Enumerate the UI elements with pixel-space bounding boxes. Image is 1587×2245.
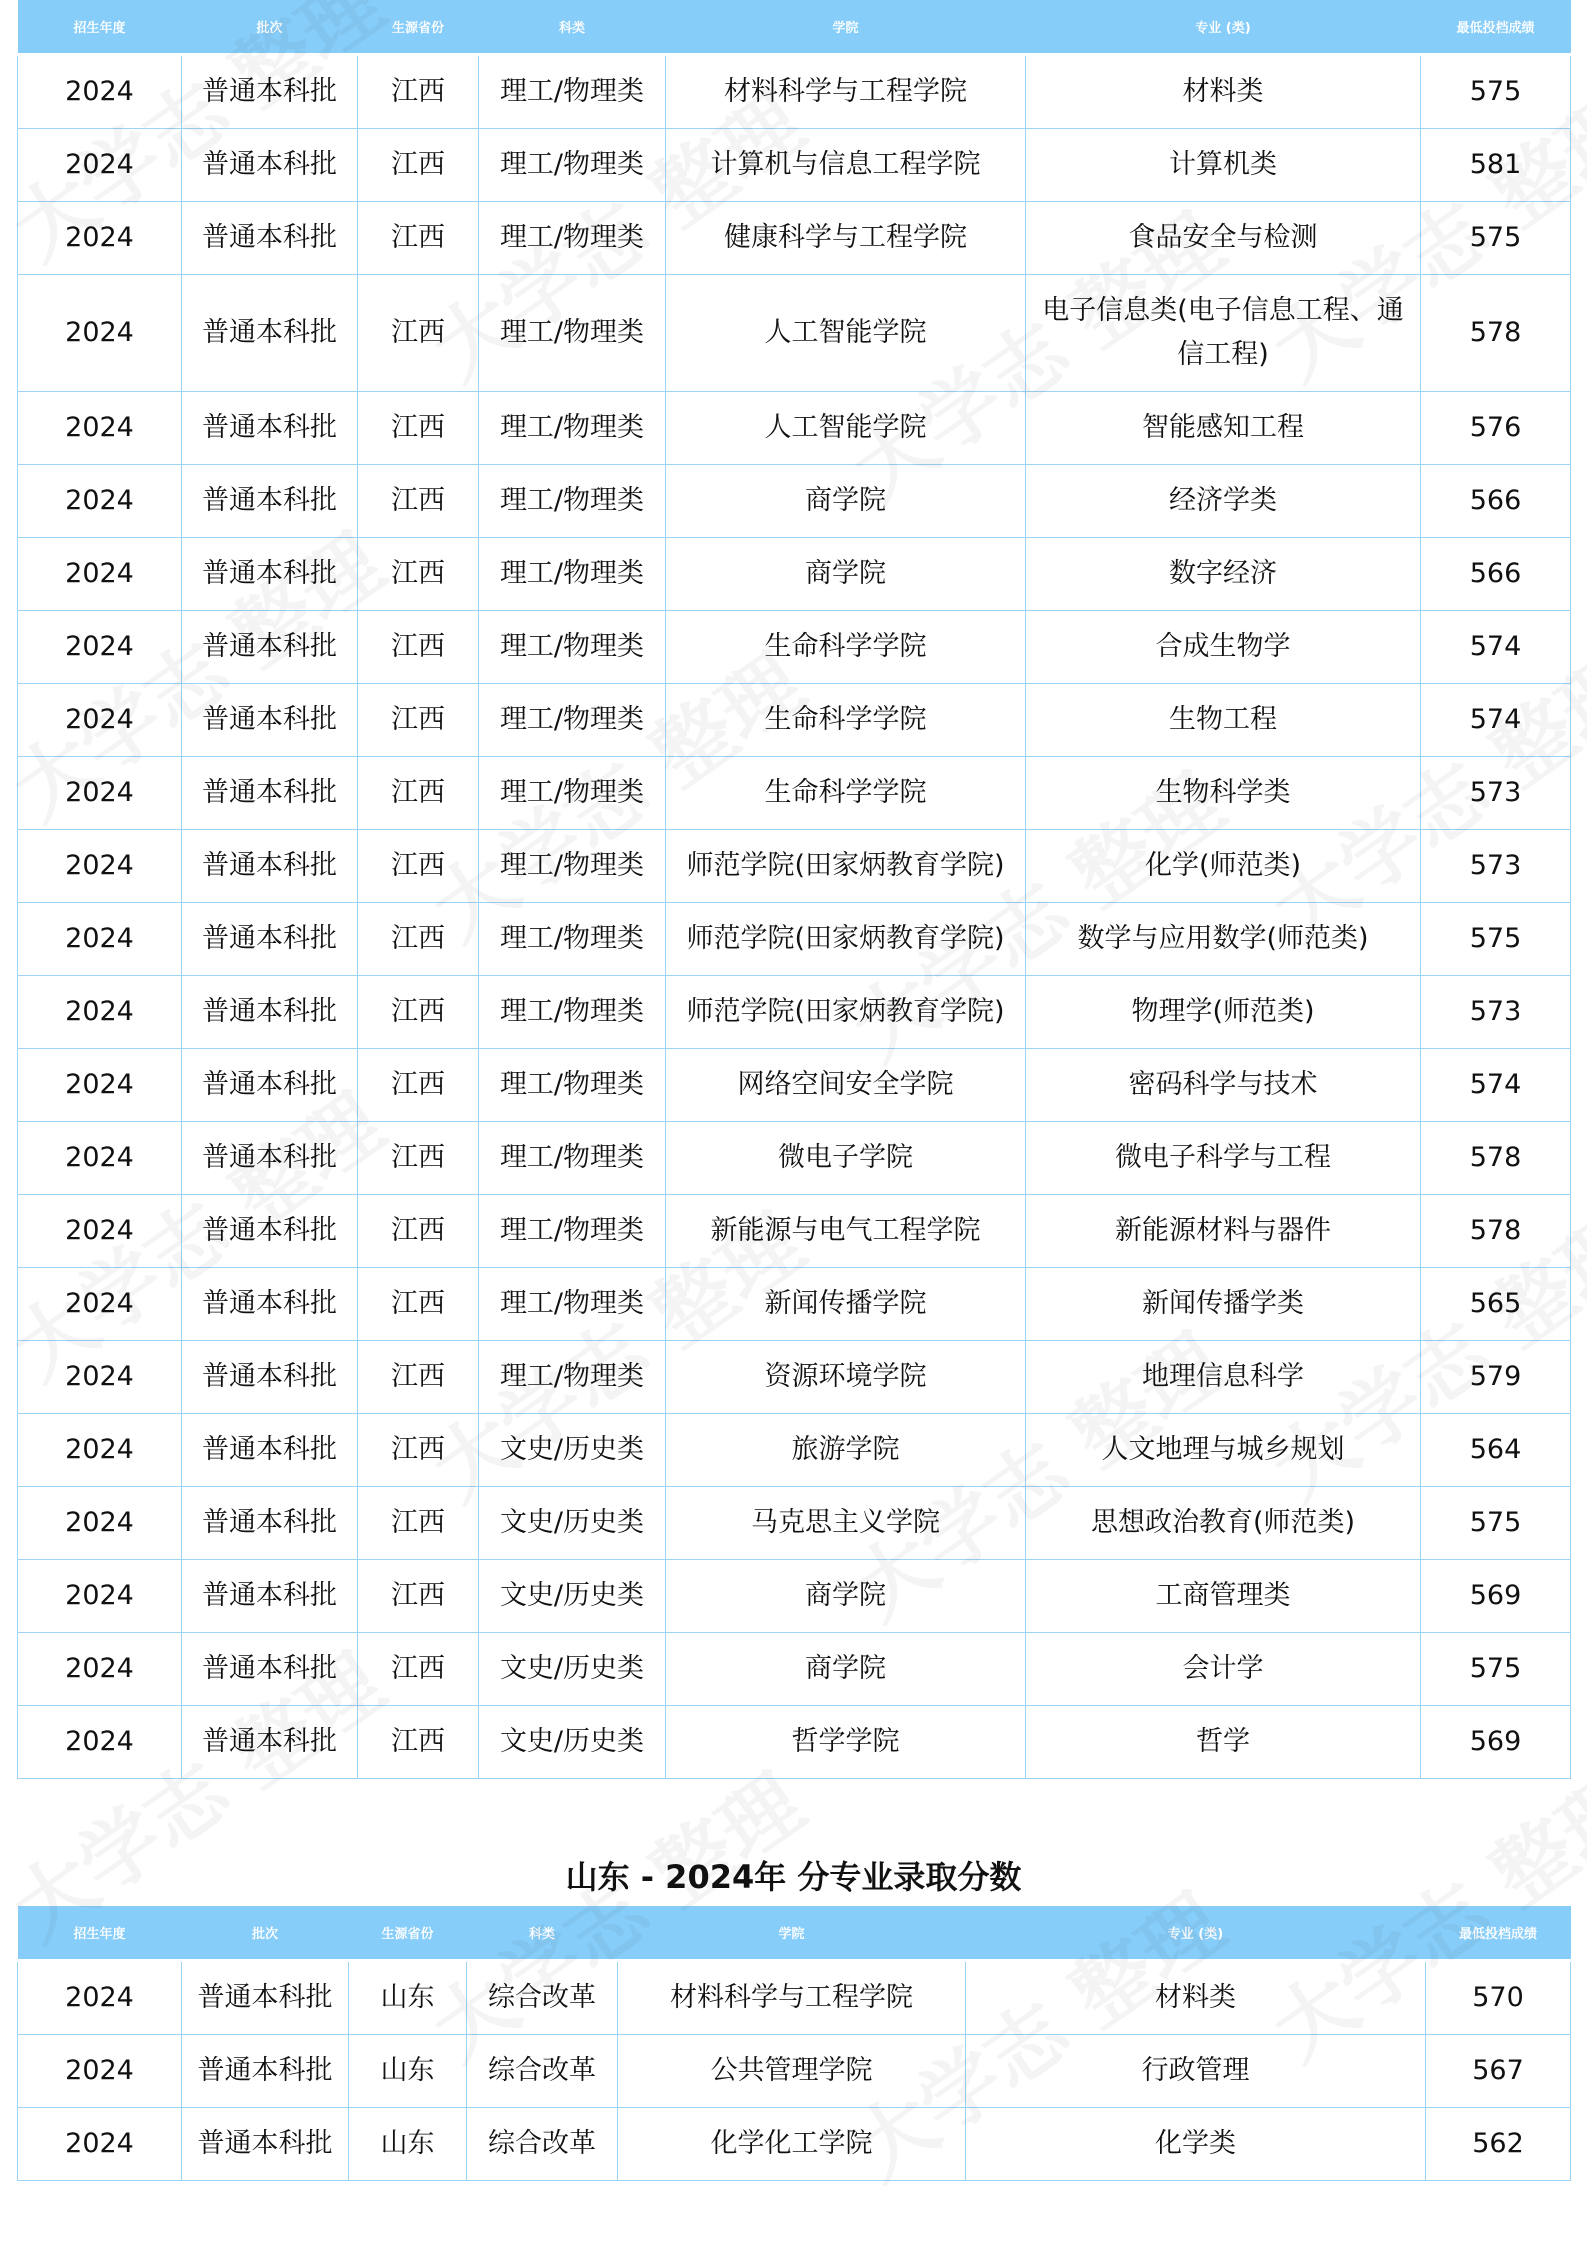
cell-batch: 普通本科批 — [182, 903, 358, 976]
header-college: 学院 — [618, 1906, 966, 1961]
cell-subject-type: 理工/物理类 — [479, 1341, 666, 1414]
cell-subject-type: 理工/物理类 — [479, 202, 666, 275]
cell-college: 旅游学院 — [666, 1414, 1026, 1487]
cell-major: 物理学(师范类) — [1026, 976, 1421, 1049]
cell-year: 2024 — [18, 2108, 182, 2181]
cell-major: 行政管理 — [966, 2035, 1426, 2108]
cell-province: 江西 — [358, 976, 479, 1049]
cell-year: 2024 — [18, 1961, 182, 2035]
cell-major: 合成生物学 — [1026, 611, 1421, 684]
cell-batch: 普通本科批 — [182, 684, 358, 757]
table-row — [18, 1122, 1571, 1195]
cell-subject-type: 综合改革 — [467, 1961, 618, 2035]
table-row — [18, 684, 1571, 757]
cell-year: 2024 — [18, 275, 182, 392]
cell-min-score: 581 — [1421, 129, 1571, 202]
cell-min-score: 573 — [1421, 976, 1571, 1049]
cell-year: 2024 — [18, 1414, 182, 1487]
table-row — [18, 611, 1571, 684]
cell-college: 师范学院(田家炳教育学院) — [666, 830, 1026, 903]
cell-year: 2024 — [18, 55, 182, 129]
cell-college: 微电子学院 — [666, 1122, 1026, 1195]
cell-subject-type: 综合改革 — [467, 2108, 618, 2181]
cell-min-score: 566 — [1421, 538, 1571, 611]
cell-major: 计算机类 — [1026, 129, 1421, 202]
table-row — [18, 1560, 1571, 1633]
table-row — [18, 1341, 1571, 1414]
cell-province: 江西 — [358, 1195, 479, 1268]
cell-subject-type: 理工/物理类 — [479, 392, 666, 465]
cell-batch: 普通本科批 — [182, 976, 358, 1049]
cell-subject-type: 理工/物理类 — [479, 1195, 666, 1268]
cell-batch: 普通本科批 — [182, 1961, 349, 2035]
cell-college: 化学化工学院 — [618, 2108, 966, 2181]
table-row — [18, 465, 1571, 538]
table-row — [18, 129, 1571, 202]
cell-year: 2024 — [18, 903, 182, 976]
cell-min-score: 573 — [1421, 757, 1571, 830]
cell-min-score: 564 — [1421, 1414, 1571, 1487]
cell-year: 2024 — [18, 1560, 182, 1633]
cell-major: 食品安全与检测 — [1026, 202, 1421, 275]
table-row — [18, 392, 1571, 465]
cell-major: 思想政治教育(师范类) — [1026, 1487, 1421, 1560]
cell-subject-type: 理工/物理类 — [479, 830, 666, 903]
cell-province: 江西 — [358, 1122, 479, 1195]
cell-subject-type: 理工/物理类 — [479, 1268, 666, 1341]
cell-college: 马克思主义学院 — [666, 1487, 1026, 1560]
cell-college: 新能源与电气工程学院 — [666, 1195, 1026, 1268]
cell-college: 人工智能学院 — [666, 392, 1026, 465]
cell-province: 江西 — [358, 392, 479, 465]
cell-batch: 普通本科批 — [182, 1560, 358, 1633]
cell-college: 生命科学学院 — [666, 684, 1026, 757]
cell-subject-type: 文史/历史类 — [479, 1706, 666, 1779]
cell-year: 2024 — [18, 129, 182, 202]
cell-province: 江西 — [358, 684, 479, 757]
cell-province: 江西 — [358, 1560, 479, 1633]
cell-batch: 普通本科批 — [182, 1049, 358, 1122]
table-row — [18, 1414, 1571, 1487]
cell-batch: 普通本科批 — [182, 1633, 358, 1706]
cell-batch: 普通本科批 — [182, 2035, 349, 2108]
cell-major: 工商管理类 — [1026, 1560, 1421, 1633]
cell-college: 新闻传播学院 — [666, 1268, 1026, 1341]
table-row — [18, 1195, 1571, 1268]
header-batch: 批次 — [182, 1906, 349, 1961]
cell-major: 数学与应用数学(师范类) — [1026, 903, 1421, 976]
cell-major: 微电子科学与工程 — [1026, 1122, 1421, 1195]
cell-min-score: 575 — [1421, 903, 1571, 976]
cell-province: 江西 — [358, 1268, 479, 1341]
cell-subject-type: 理工/物理类 — [479, 757, 666, 830]
table-row — [18, 2108, 1571, 2181]
cell-major: 材料类 — [966, 1961, 1426, 2035]
cell-province: 江西 — [358, 903, 479, 976]
cell-subject-type: 文史/历史类 — [479, 1560, 666, 1633]
cell-college: 商学院 — [666, 1633, 1026, 1706]
section-title-shandong: 山东 - 2024年 分专业录取分数 — [565, 1858, 1022, 1896]
header-subject-type: 科类 — [467, 1906, 618, 1961]
cell-year: 2024 — [18, 465, 182, 538]
cell-province: 江西 — [358, 275, 479, 392]
cell-min-score: 573 — [1421, 830, 1571, 903]
table-row — [18, 538, 1571, 611]
cell-college: 材料科学与工程学院 — [618, 1961, 966, 2035]
cell-batch: 普通本科批 — [182, 465, 358, 538]
cell-batch: 普通本科批 — [182, 1414, 358, 1487]
header-province: 生源省份 — [358, 0, 479, 55]
cell-year: 2024 — [18, 1633, 182, 1706]
cell-major: 地理信息科学 — [1026, 1341, 1421, 1414]
header-province: 生源省份 — [349, 1906, 467, 1961]
cell-subject-type: 理工/物理类 — [479, 465, 666, 538]
cell-min-score: 575 — [1421, 202, 1571, 275]
cell-province: 江西 — [358, 1706, 479, 1779]
cell-subject-type: 理工/物理类 — [479, 275, 666, 392]
cell-batch: 普通本科批 — [182, 1122, 358, 1195]
cell-college: 公共管理学院 — [618, 2035, 966, 2108]
cell-year: 2024 — [18, 611, 182, 684]
table-row — [18, 1961, 1571, 2035]
cell-batch: 普通本科批 — [182, 129, 358, 202]
cell-province: 江西 — [358, 1049, 479, 1122]
table-row — [18, 275, 1571, 392]
cell-batch: 普通本科批 — [182, 830, 358, 903]
cell-college: 生命科学学院 — [666, 757, 1026, 830]
cell-province: 江西 — [358, 1633, 479, 1706]
cell-batch: 普通本科批 — [182, 55, 358, 129]
cell-year: 2024 — [18, 1049, 182, 1122]
cell-min-score: 579 — [1421, 1341, 1571, 1414]
table-row — [18, 830, 1571, 903]
table-row — [18, 757, 1571, 830]
cell-major: 新闻传播学类 — [1026, 1268, 1421, 1341]
cell-subject-type: 文史/历史类 — [479, 1414, 666, 1487]
cell-subject-type: 理工/物理类 — [479, 684, 666, 757]
cell-subject-type: 理工/物理类 — [479, 976, 666, 1049]
header-college: 学院 — [666, 0, 1026, 55]
cell-major: 密码科学与技术 — [1026, 1049, 1421, 1122]
cell-major: 新能源材料与器件 — [1026, 1195, 1421, 1268]
cell-year: 2024 — [18, 202, 182, 275]
cell-college: 计算机与信息工程学院 — [666, 129, 1026, 202]
cell-batch: 普通本科批 — [182, 1706, 358, 1779]
cell-major: 数字经济 — [1026, 538, 1421, 611]
cell-batch: 普通本科批 — [182, 757, 358, 830]
cell-college: 人工智能学院 — [666, 275, 1026, 392]
table-row — [18, 55, 1571, 129]
cell-province: 江西 — [358, 1341, 479, 1414]
cell-batch: 普通本科批 — [182, 202, 358, 275]
cell-college: 材料科学与工程学院 — [666, 55, 1026, 129]
header-min-score: 最低投档成绩 — [1426, 1906, 1571, 1961]
cell-year: 2024 — [18, 830, 182, 903]
cell-min-score: 566 — [1421, 465, 1571, 538]
cell-min-score: 578 — [1421, 1122, 1571, 1195]
cell-province: 江西 — [358, 757, 479, 830]
cell-min-score: 574 — [1421, 684, 1571, 757]
jiangxi-admission-table — [17, 0, 1571, 1779]
cell-batch: 普通本科批 — [182, 1487, 358, 1560]
table-row — [18, 2035, 1571, 2108]
table-row — [18, 1633, 1571, 1706]
cell-major: 化学类 — [966, 2108, 1426, 2181]
cell-subject-type: 综合改革 — [467, 2035, 618, 2108]
cell-year: 2024 — [18, 538, 182, 611]
header-year: 招生年度 — [18, 1906, 182, 1961]
cell-college: 健康科学与工程学院 — [666, 202, 1026, 275]
cell-college: 商学院 — [666, 1560, 1026, 1633]
header-batch: 批次 — [182, 0, 358, 55]
cell-college: 网络空间安全学院 — [666, 1049, 1026, 1122]
cell-min-score: 578 — [1421, 275, 1571, 392]
cell-subject-type: 理工/物理类 — [479, 903, 666, 976]
cell-min-score: 567 — [1426, 2035, 1571, 2108]
cell-province: 江西 — [358, 202, 479, 275]
cell-major: 智能感知工程 — [1026, 392, 1421, 465]
table-header-row — [18, 0, 1571, 55]
cell-major: 生物科学类 — [1026, 757, 1421, 830]
cell-year: 2024 — [18, 392, 182, 465]
cell-college: 商学院 — [666, 465, 1026, 538]
cell-province: 江西 — [358, 465, 479, 538]
cell-min-score: 574 — [1421, 611, 1571, 684]
cell-year: 2024 — [18, 1268, 182, 1341]
cell-subject-type: 理工/物理类 — [479, 55, 666, 129]
table-header-row — [18, 1906, 1571, 1961]
cell-year: 2024 — [18, 1122, 182, 1195]
cell-batch: 普通本科批 — [182, 1341, 358, 1414]
cell-year: 2024 — [18, 684, 182, 757]
cell-major: 材料类 — [1026, 55, 1421, 129]
cell-batch: 普通本科批 — [182, 611, 358, 684]
table-row — [18, 976, 1571, 1049]
cell-batch: 普通本科批 — [182, 1268, 358, 1341]
header-subject-type: 科类 — [479, 0, 666, 55]
cell-major: 哲学 — [1026, 1706, 1421, 1779]
cell-year: 2024 — [18, 1706, 182, 1779]
cell-min-score: 575 — [1421, 1487, 1571, 1560]
cell-province: 山东 — [349, 2108, 467, 2181]
cell-min-score: 569 — [1421, 1706, 1571, 1779]
cell-subject-type: 文史/历史类 — [479, 1487, 666, 1560]
cell-year: 2024 — [18, 2035, 182, 2108]
cell-min-score: 575 — [1421, 55, 1571, 129]
cell-college: 哲学学院 — [666, 1706, 1026, 1779]
cell-college: 师范学院(田家炳教育学院) — [666, 903, 1026, 976]
cell-year: 2024 — [18, 1487, 182, 1560]
table-row — [18, 1487, 1571, 1560]
cell-province: 江西 — [358, 538, 479, 611]
cell-subject-type: 理工/物理类 — [479, 1049, 666, 1122]
header-min-score: 最低投档成绩 — [1421, 0, 1571, 55]
cell-min-score: 562 — [1426, 2108, 1571, 2181]
cell-major: 经济学类 — [1026, 465, 1421, 538]
cell-province: 江西 — [358, 55, 479, 129]
cell-major: 会计学 — [1026, 1633, 1421, 1706]
cell-province: 江西 — [358, 1414, 479, 1487]
cell-min-score: 570 — [1426, 1961, 1571, 2035]
table-row — [18, 202, 1571, 275]
cell-batch: 普通本科批 — [182, 2108, 349, 2181]
cell-year: 2024 — [18, 976, 182, 1049]
table-row — [18, 1268, 1571, 1341]
cell-major: 电子信息类(电子信息工程、通信工程) — [1026, 275, 1421, 392]
cell-min-score: 575 — [1421, 1633, 1571, 1706]
cell-subject-type: 理工/物理类 — [479, 1122, 666, 1195]
shandong-admission-table — [17, 1906, 1571, 2181]
cell-province: 江西 — [358, 830, 479, 903]
table-row — [18, 1049, 1571, 1122]
cell-min-score: 569 — [1421, 1560, 1571, 1633]
cell-province: 山东 — [349, 1961, 467, 2035]
header-major: 专业 (类) — [966, 1906, 1426, 1961]
header-year: 招生年度 — [18, 0, 182, 55]
cell-min-score: 578 — [1421, 1195, 1571, 1268]
cell-province: 山东 — [349, 2035, 467, 2108]
cell-min-score: 574 — [1421, 1049, 1571, 1122]
cell-subject-type: 理工/物理类 — [479, 538, 666, 611]
cell-college: 生命科学学院 — [666, 611, 1026, 684]
cell-min-score: 565 — [1421, 1268, 1571, 1341]
cell-batch: 普通本科批 — [182, 1195, 358, 1268]
cell-batch: 普通本科批 — [182, 392, 358, 465]
cell-batch: 普通本科批 — [182, 275, 358, 392]
cell-major: 人文地理与城乡规划 — [1026, 1414, 1421, 1487]
cell-subject-type: 理工/物理类 — [479, 129, 666, 202]
cell-subject-type: 文史/历史类 — [479, 1633, 666, 1706]
cell-college: 商学院 — [666, 538, 1026, 611]
table-row — [18, 1706, 1571, 1779]
cell-min-score: 576 — [1421, 392, 1571, 465]
cell-batch: 普通本科批 — [182, 538, 358, 611]
cell-province: 江西 — [358, 1487, 479, 1560]
cell-college: 资源环境学院 — [666, 1341, 1026, 1414]
cell-subject-type: 理工/物理类 — [479, 611, 666, 684]
cell-major: 生物工程 — [1026, 684, 1421, 757]
table-row — [18, 903, 1571, 976]
cell-year: 2024 — [18, 1341, 182, 1414]
cell-college: 师范学院(田家炳教育学院) — [666, 976, 1026, 1049]
cell-year: 2024 — [18, 1195, 182, 1268]
cell-province: 江西 — [358, 611, 479, 684]
cell-major: 化学(师范类) — [1026, 830, 1421, 903]
cell-province: 江西 — [358, 129, 479, 202]
header-major: 专业 (类) — [1026, 0, 1421, 55]
cell-year: 2024 — [18, 757, 182, 830]
